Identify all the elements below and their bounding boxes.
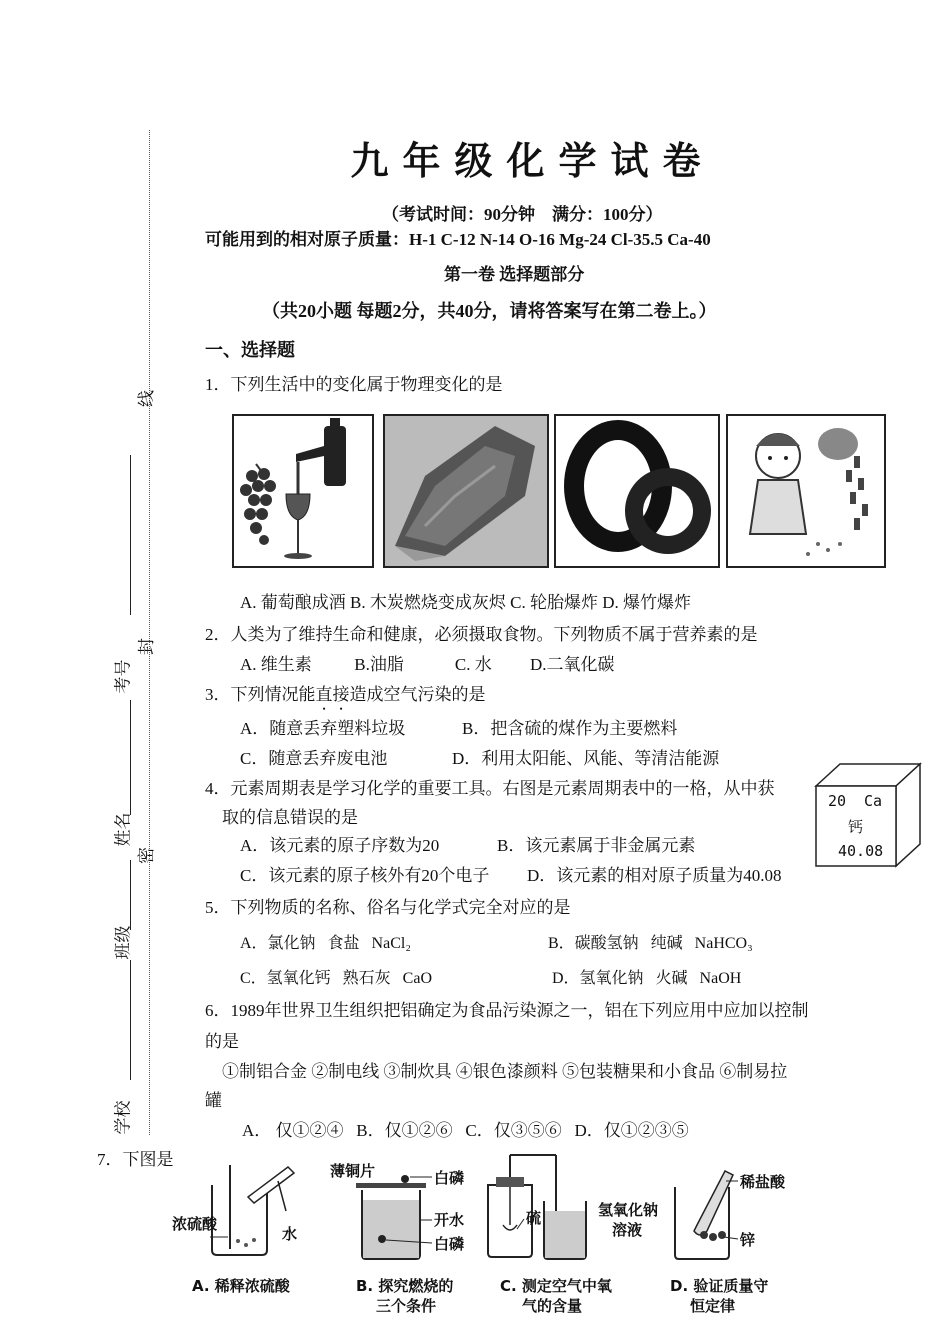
q3-option-d: D．利用太阳能、风能、等清洁能源 <box>452 749 720 768</box>
q7-label-sulfur: 硫 <box>526 1209 542 1227</box>
atomic-masses: 可能用到的相对原子质量：H-1 C-12 N-14 O-16 Mg-24 Cl-35.5 Ca-40 <box>205 230 711 249</box>
q2-stem: 2．人类为了维持生命和健康，必须摄取食物。下列物质不属于营养素的是 <box>205 625 758 644</box>
xuexiao-line <box>130 960 131 1080</box>
q7-label-wp1: 白磷 <box>434 1169 465 1187</box>
q2-options: A. 维生素 B.油脂 C. 水 D.二氧化碳 <box>240 655 615 674</box>
q1-image-wine <box>232 414 374 568</box>
q7-label-solution: 溶液 <box>612 1221 643 1239</box>
q5-option-d: D．氢氧化钠 火碱 NaOH <box>552 970 742 987</box>
q4-option-b: B．该元素属于非金属元素 <box>497 836 696 855</box>
kaohao-line <box>130 455 131 615</box>
q4-periodic-cell <box>812 760 924 870</box>
xingming-label: 姓名 <box>113 812 133 847</box>
q7-caption-b2: 三个条件 <box>376 1297 437 1315</box>
q6-stem-line1: 6．1989年世界卫生组织把铝确定为食品污染源之一，铝在下列应用中应加以控制 <box>205 1001 809 1020</box>
q6-uses-line2: 罐 <box>205 1091 222 1110</box>
q7-label-hotwater: 开水 <box>434 1211 465 1229</box>
q5-option-a: A．氯化钠 食盐 NaCl₂ <box>240 935 411 952</box>
banji-label: 班级 <box>113 925 133 960</box>
q3-option-a: A．随意丢弃塑料垃圾 <box>240 719 406 738</box>
q7-stem: 7．下图是 <box>97 1150 174 1169</box>
binding-label-feng: 封 <box>137 638 156 655</box>
q6-options: A． 仅①②④ B．仅①②⑥ C．仅③⑤⑥ D．仅①②③⑤ <box>242 1121 689 1140</box>
binding-label-xian: 线 <box>137 390 156 407</box>
q7-caption-b1: B. 探究燃烧的 <box>356 1277 454 1295</box>
q6-uses-line1: ①制铝合金 ②制电线 ③制炊具 ④银色漆颜料 ⑤包装糖果和小食品 ⑥制易拉 <box>222 1062 788 1081</box>
q7-caption-c1: C. 测定空气中氧 <box>500 1277 612 1295</box>
part-title: 一、选择题 <box>205 340 295 360</box>
q7-caption-d1: D. 验证质量守 <box>670 1277 769 1295</box>
q3-option-b: B．把含硫的煤作为主要燃料 <box>462 719 678 738</box>
q4-option-a: A．该元素的原子序数为20 <box>240 836 440 855</box>
q4-stem-line2: 取的信息错误的是 <box>222 808 358 827</box>
page-title: 九年级化学试卷 <box>350 141 715 183</box>
exam-info: （考试时间：90分钟 满分：100分） <box>382 205 663 224</box>
cell-atomic-number: 20 <box>828 792 847 810</box>
q5-option-b: B．碳酸氢钠 纯碱 NaHCO₃ <box>548 935 753 952</box>
q7-label-water: 水 <box>282 1225 298 1243</box>
q1-image-charcoal <box>383 414 549 568</box>
q1-image-tire <box>554 414 720 568</box>
q5-option-c: C．氢氧化钙 熟石灰 CaO <box>240 970 433 987</box>
q3-stem: 3．下列情况能直接造成空气污染的是 <box>205 685 486 704</box>
cell-mass: 40.08 <box>838 842 884 860</box>
section-note: （共20小题 每题2分，共40分，请将答案写在第二卷上。） <box>262 301 717 321</box>
q7-label-acid: 浓硫酸 <box>172 1215 218 1233</box>
q6-stem-line2: 的是 <box>205 1032 239 1051</box>
q7-caption-a: A. 稀释浓硫酸 <box>192 1277 290 1295</box>
q7-label-hcl: 稀盐酸 <box>740 1173 786 1191</box>
q1-stem: 1．下列生活中的变化属于物理变化的是 <box>205 375 503 394</box>
q7-caption-c2: 气的含量 <box>522 1297 583 1315</box>
q4-option-c: C．该元素的原子核外有20个电子 <box>240 866 490 885</box>
q5-stem: 5．下列物质的名称、俗名与化学式完全对应的是 <box>205 898 571 917</box>
q7-apparatus-figure <box>170 1145 790 1315</box>
q7-label-zinc: 锌 <box>740 1231 756 1249</box>
kaohao-label: 考号 <box>113 659 133 694</box>
section-title: 第一卷 选择题部分 <box>444 265 585 284</box>
q7-label-naoh: 氢氧化钠 <box>598 1201 659 1219</box>
cell-symbol: Ca <box>864 792 883 810</box>
xingming-line <box>130 700 131 815</box>
q7-caption-d2: 恒定律 <box>690 1297 736 1315</box>
q1-image-firecracker <box>726 414 886 568</box>
xuexiao-label: 学校 <box>113 1100 133 1135</box>
q3-option-c: C．随意丢弃废电池 <box>240 749 388 768</box>
q7-label-wp2: 白磷 <box>434 1235 465 1253</box>
binding-label-mi: 密 <box>137 847 156 864</box>
cell-name: 钙 <box>848 820 864 836</box>
binding-dotted-line <box>149 130 150 1135</box>
q1-options: A. 葡萄酿成酒 B. 木炭燃烧变成灰烬 C. 轮胎爆炸 D. 爆竹爆炸 <box>240 593 691 612</box>
banji-line <box>130 860 131 930</box>
q7-label-copper: 薄铜片 <box>330 1162 376 1180</box>
q4-stem-line1: 4．元素周期表是学习化学的重要工具。右图是元素周期表中的一格，从中获 <box>205 779 775 798</box>
q4-option-d: D．该元素的相对原子质量为40.08 <box>527 866 782 885</box>
